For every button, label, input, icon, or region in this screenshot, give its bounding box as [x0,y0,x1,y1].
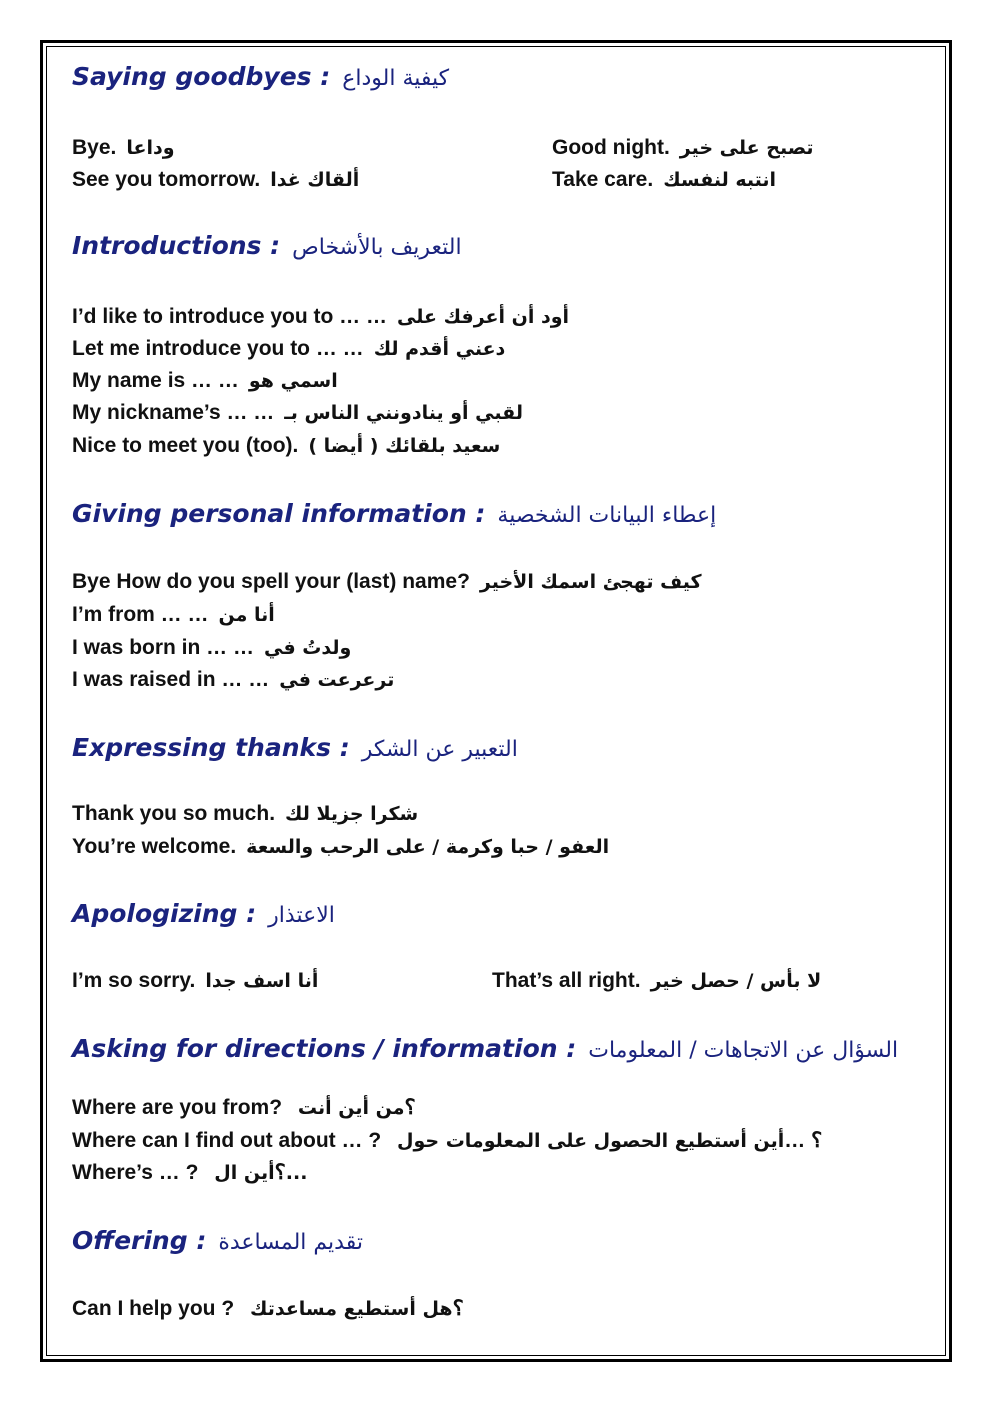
heading-asking-directions: Asking for directions / information : السؤال عن الاتجاهات / المعلومات [72,1034,899,1063]
phrase-born-in: I was born in … … ولدتُ في [72,636,352,659]
phrase-welcome: You’re welcome. العفو / حبا وكرمة / على الرحب والسعة [72,835,610,858]
heading-introductions: Introductions : التعريف بالأشخاص [72,231,462,260]
phrase-my-name: My name is … … اسمي هو [72,369,338,392]
phrase-nice-to-meet: Nice to meet you (too). سعيد بلقائك ( أيضا ) [72,434,501,457]
phrase-nickname: My nickname’s … … لقبي أو ينادونني الناس بـ [72,401,523,424]
heading-apologizing: Apologizing : الاعتذار [72,899,335,928]
phrase-introduce-1: I’d like to introduce you to … … أود أن أعرفك على [72,305,570,328]
phrase-bye: Bye. وداعا [72,136,175,159]
phrase-where-is: Where’s … ? ؟أين ال... [72,1161,308,1184]
phrase-all-right: That’s all right. لا بأس / حصل خير [492,969,822,992]
phrase-thank-you: Thank you so much. شكرا جزيلا لك [72,802,419,825]
phrase-find-out-about: Where can I find out about … ? ؟ …أين أستطيع الحصول على المعلومات حول [72,1129,823,1152]
phrase-can-i-help: Can I help you ? ؟هل أستطيع مساعدتك [72,1297,464,1320]
heading-saying-goodbyes: Saying goodbyes : كيفية الوداع [72,62,450,91]
heading-offering: Offering : تقديم المساعدة [72,1226,363,1255]
phrase-from: I’m from … … أنا من [72,603,275,626]
phrase-take-care: Take care. انتبه لنفسك [552,168,777,191]
phrase-good-night: Good night. تصبح على خير [552,136,814,159]
heading-expressing-thanks: Expressing thanks : التعبير عن الشكر [72,733,518,762]
phrase-spell-name: Bye How do you spell your (last) name? كيف تهجئ اسمك الأخير [72,570,702,593]
phrase-introduce-2: Let me introduce you to … … دعني أقدم لك [72,337,506,360]
phrase-so-sorry: I’m so sorry. أنا اسف جدا [72,969,319,992]
phrase-where-from: Where are you from? ؟من أين أنت [72,1096,416,1119]
phrase-raised-in: I was raised in … … ترعرعت في [72,668,395,691]
phrase-see-you-tomorrow: See you tomorrow. ألقاك غدا [72,168,360,191]
heading-personal-information: Giving personal information : إعطاء البيانات الشخصية [72,499,717,528]
